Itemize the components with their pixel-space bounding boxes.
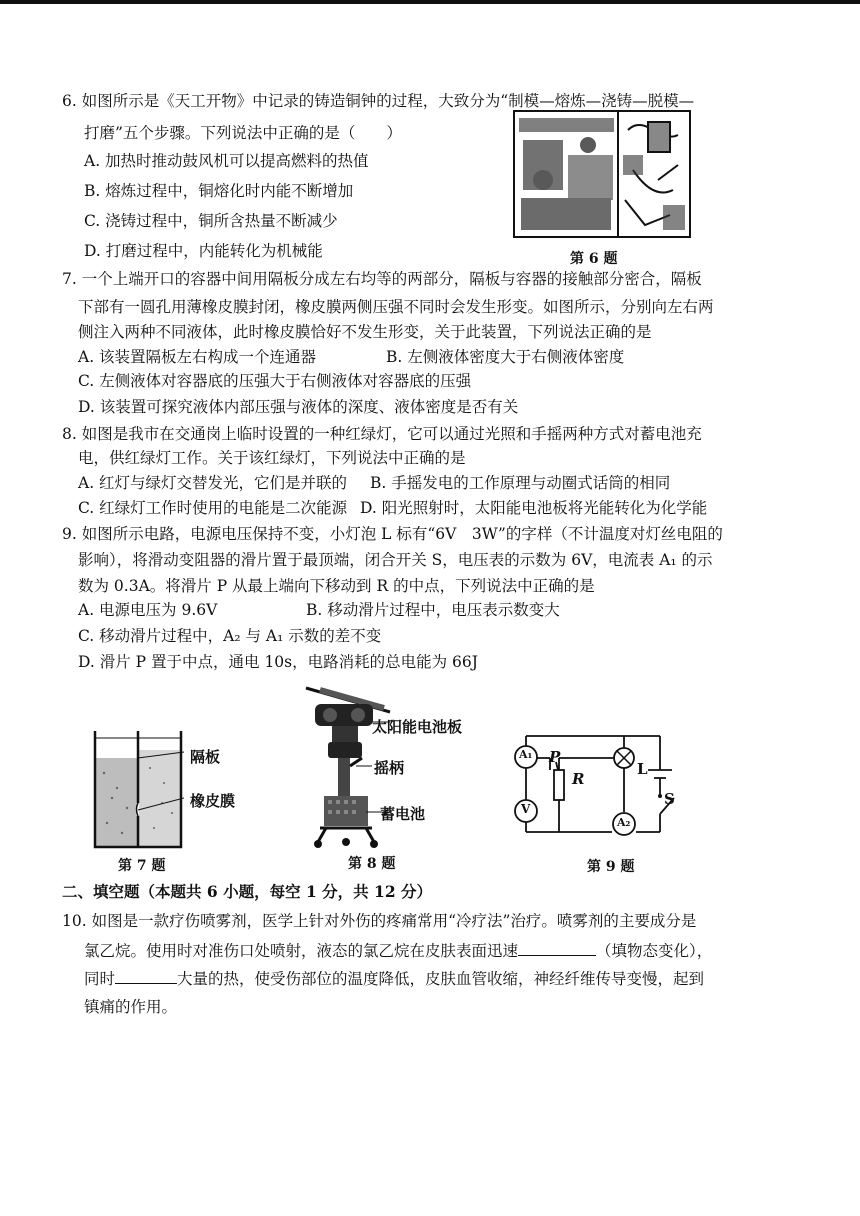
q7-option-b: B. 左侧液体密度大于右侧液体密度: [386, 348, 625, 366]
q9-option-c: C. 移动滑片过程中，A₂ 与 A₁ 示数的差不变: [78, 627, 382, 645]
q8-option-c: C. 红绿灯工作时使用的电能是二次能源: [78, 499, 348, 517]
q9-ammeter-a1-label: A₁: [519, 748, 533, 761]
q6-line1: 6. 如图所示是《天工开物》中记录的铸造铜钟的过程，大致分为“制模—熔炼—浇铸—脱模—: [62, 92, 695, 110]
q10-blank-1[interactable]: [518, 941, 596, 956]
q7-line2: 下部有一圆孔用薄橡皮膜封闭，橡皮膜两侧压强不同时会发生形变。如图所示，分别向左右两: [78, 298, 714, 316]
q8-option-a: A. 红灯与绿灯交替发光，它们是并联的: [78, 474, 348, 492]
q6-line2: 打磨”五个步骤。下列说法中正确的是（ ）: [84, 124, 402, 142]
q9-line2: 影响），将滑动变阻器的滑片置于最顶端，闭合开关 S，电压表的示数为 6V，电流表 A₁ 的示: [78, 551, 713, 569]
q9-line1: 9. 如图所示电路，电源电压保持不变，小灯泡 L 标有“6V 3W”的字样（不计温度对灯丝电阻的: [62, 525, 723, 543]
q10-line3: [84, 968, 704, 990]
q7-label-membrane: 橡皮膜: [190, 792, 236, 810]
q9-rheostat-r-label: R: [572, 770, 585, 788]
q10-line3-text-b: 大量的热，使受伤部位的温度降低，皮肤血管收缩，神经纤维传导变慢，起到: [177, 970, 705, 988]
q10-line2-text-b: （填物态变化），: [596, 942, 713, 960]
q8-label-solar-panel: 太阳能电池板: [372, 718, 463, 736]
q8-option-b: B. 手摇发电的工作原理与动圈式话筒的相同: [370, 474, 671, 492]
q9-lamp-l-label: L: [637, 760, 648, 778]
q8-line2: 电，供红绿灯工作。关于该红绿灯，下列说法中正确的是: [78, 449, 466, 467]
q9-voltmeter-label: V: [521, 802, 531, 816]
q7-caption: 第 7 题: [118, 858, 166, 874]
q10-blank-2[interactable]: [115, 969, 177, 984]
q6-option-c: C. 浇铸过程中，铜所含热量不断减少: [84, 212, 338, 230]
section-2-heading: 二、填空题（本题共 6 小题，每空 1 分，共 12 分）: [62, 882, 433, 901]
q7-option-a: A. 该装置隔板左右构成一个连通器: [78, 348, 317, 366]
q6-option-a: A. 加热时推动鼓风机可以提高燃料的热值: [84, 152, 369, 170]
q7-option-d: D. 该装置可探究液体内部压强与液体的深度、液体密度是否有关: [78, 398, 519, 416]
q8-caption: 第 8 题: [348, 856, 396, 872]
q9-ammeter-a2-label: A₂: [617, 816, 631, 829]
q7-line3: 侧注入两种不同液体，此时橡皮膜恰好不发生形变，关于此装置，下列说法正确的是: [78, 323, 652, 341]
q9-option-b: B. 移动滑片过程中，电压表示数变大: [306, 601, 560, 619]
q9-line3: 数为 0.3A。将滑片 P 从最上端向下移动到 R 的中点，下列说法中正确的是: [78, 577, 595, 595]
q6-option-d: D. 打磨过程中，内能转化为机械能: [84, 242, 323, 260]
q8-option-d: D. 阳光照射时，太阳能电池板将光能转化为化学能: [360, 499, 708, 517]
q9-switch-s-label: S: [664, 790, 675, 808]
q9-slider-p-label: P: [549, 748, 561, 766]
q8-label-battery: 蓄电池: [380, 805, 426, 823]
q7-figure: [92, 728, 184, 850]
q10-line4: 镇痛的作用。: [84, 998, 178, 1016]
q8-line1: 8. 如图是我市在交通岗上临时设置的一种红绿灯，它可以通过光照和手摇两种方式对蓄电池充: [62, 425, 702, 443]
q9-option-d: D. 滑片 P 置于中点，通电 10s，电路消耗的总电能为 66J: [78, 653, 478, 671]
q7-line1: 7. 一个上端开口的容器中间用隔板分成左右均等的两部分，隔板与容器的接触部分密合，隔板: [62, 270, 702, 288]
q9-caption: 第 9 题: [587, 859, 635, 875]
q7-option-c: C. 左侧液体对容器底的压强大于右侧液体对容器底的压强: [78, 372, 472, 390]
q6-option-b: B. 熔炼过程中，铜熔化时内能不断增加: [84, 182, 354, 200]
q6-figure: [513, 110, 691, 238]
q7-label-partition: 隔板: [190, 748, 221, 766]
q10-line2-text-a: 氯乙烷。使用时对准伤口处喷射，液态的氯乙烷在皮肤表面迅速: [84, 942, 519, 960]
q9-figure: [508, 732, 676, 844]
q8-label-crank: 摇柄: [374, 759, 405, 777]
q10-line3-text-a: 同时: [84, 970, 116, 988]
q9-option-a: A. 电源电压为 9.6V: [78, 601, 218, 619]
q10-line2: [84, 940, 712, 962]
top-border: [0, 0, 860, 4]
q10-line1: 10. 如图是一款疗伤喷雾剂，医学上针对外伤的疼痛常用“冷疗法”治疗。喷雾剂的主要成分是: [62, 912, 697, 930]
q6-caption: 第 6 题: [570, 251, 618, 267]
